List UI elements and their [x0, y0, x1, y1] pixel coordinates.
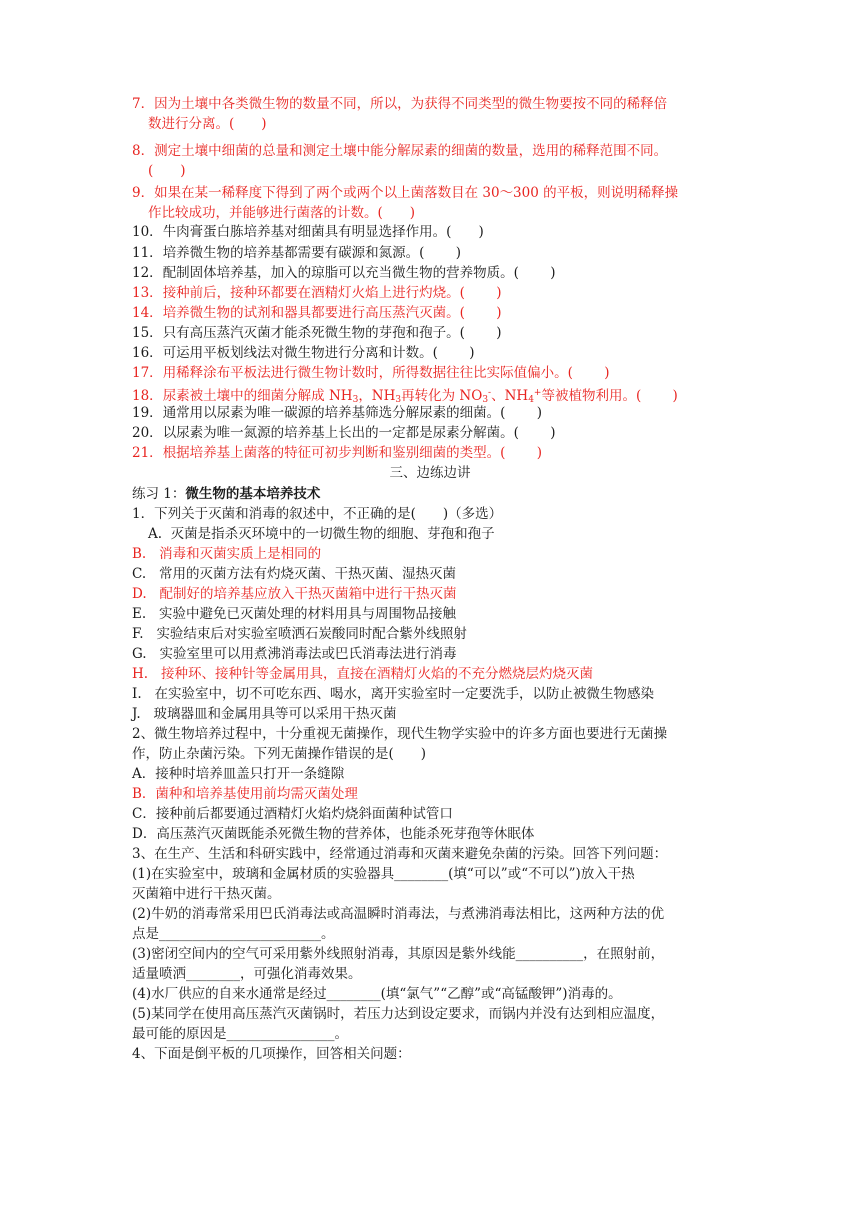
q1-option-f: F. 实验结束后对实验室喷洒石炭酸同时配合紫外线照射 — [132, 626, 467, 642]
q1-option-b: B. 消毒和灭菌实质上是相同的 — [132, 546, 322, 562]
q3-part3: (3)密闭空间内的空气可采用紫外线照射消毒，其原因是紫外线能__________，在照射前， — [132, 946, 665, 962]
q2-stem-line1: 2、微生物培养过程中，十分重视无菌操作，现代生物学实验中的许多方面也要进行无菌操 — [132, 726, 668, 742]
judgement-20: 20．以尿素为唯一氮源的培养基上长出的一定都是尿素分解菌。( ) — [132, 425, 556, 441]
q1-option-a: A. 灭菌是指杀灭环境中的一切微生物的细胞、芽孢和孢子 — [148, 526, 495, 542]
judgement-9-cont: 作比较成功，并能够进行菌落的计数。( ) — [148, 205, 416, 221]
q1-option-c: C. 常用的灭菌方法有灼烧灭菌、干热灭菌、湿热灭菌 — [132, 566, 457, 582]
q2-stem-line2: 作，防止杂菌污染。下列无菌操作错误的是( ) — [132, 746, 427, 762]
judgement-7: 7．因为土壤中各类微生物的数量不同，所以，为获得不同类型的微生物要按不同的稀释倍 — [132, 96, 668, 112]
q2-option-c: C．接种前后都要通过酒精灯火焰灼烧斜面菌种试管口 — [132, 806, 453, 822]
q4-stem: 4、下面是倒平板的几项操作，回答相关问题： — [132, 1046, 411, 1062]
judgement-9: 9．如果在某一稀释度下得到了两个或两个以上菌落数目在 30～300 的平板，则说明稀释操 — [132, 185, 679, 201]
q1-option-j: J. 玻璃器皿和金属用具等可以采用干热灭菌 — [132, 706, 397, 722]
q3-part1: (1)在实验室中，玻璃和金属材质的实验器具________(填“可以”或“不可以”)放入干热 — [132, 866, 635, 882]
q3-part2: (2)牛奶的消毒常采用巴氏消毒法或高温瞬时消毒法，与煮沸消毒法相比，这两种方法的优 — [132, 906, 665, 922]
judgement-19: 19．通常用以尿素为唯一碳源的培养基筛选分解尿素的细菌。( ) — [132, 405, 543, 421]
q3-part5: (5)某同学在使用高压蒸汽灭菌锅时，若压力达到设定要求，而锅内并没有达到相应温度， — [132, 1006, 665, 1022]
q1-option-g: G. 实验室里可以用煮沸消毒法或巴氏消毒法进行消毒 — [132, 646, 457, 662]
q2-option-a: A．接种时培养皿盖只打开一条缝隙 — [132, 766, 345, 782]
judgement-7-cont: 数进行分离。( ) — [148, 116, 267, 132]
judgement-14: 14．培养微生物的试剂和器具都要进行高压蒸汽灭菌。( ) — [132, 305, 502, 321]
q2-option-b: B．菌种和培养基使用前均需灭菌处理 — [132, 786, 358, 802]
q1-stem: 1．下列关于灭菌和消毒的叙述中，不正确的是( )（多选） — [132, 506, 503, 522]
judgement-15: 15．只有高压蒸汽灭菌才能杀死微生物的芽孢和孢子。( ) — [132, 325, 502, 341]
q3-stem: 3、在生产、生活和科研实践中，经常通过消毒和灭菌来避免杂菌的污染。回答下列问题： — [132, 846, 668, 862]
q1-option-d: D. 配制好的培养基应放入干热灭菌箱中进行干热灭菌 — [132, 586, 457, 602]
q3-part2-cont: 点是________________________。 — [132, 926, 335, 942]
practice-heading: 练习 1：微生物的基本培养技术 — [132, 486, 321, 502]
judgement-16: 16．可运用平板划线法对微生物进行分离和计数。( ) — [132, 345, 475, 361]
q3-part5-cont: 最可能的原因是________________。 — [132, 1026, 348, 1042]
q1-option-i: I. 在实验室中，切不可吃东西、喝水，离开实验室时一定要洗手，以防止被微生物感染 — [132, 686, 654, 702]
q2-option-d: D．高压蒸汽灭菌既能杀死微生物的营养体，也能杀死芽孢等休眠体 — [132, 826, 535, 842]
judgement-11: 11．培养微生物的培养基都需要有碳源和氮源。( ) — [132, 245, 462, 261]
q1-option-e: E. 实验中避免已灭菌处理的材料用具与周围物品接触 — [132, 606, 457, 622]
judgement-17: 17．用稀释涂布平板法进行微生物计数时，所得数据往往比实际值偏小。( ) — [132, 365, 610, 381]
q1-option-h: H. 接种环、接种针等金属用具，直接在酒精灯火焰的不充分燃烧层灼烧灭菌 — [132, 666, 593, 682]
judgement-10: 10．牛肉膏蛋白胨培养基对细菌具有明显选择作用。( ) — [132, 224, 484, 240]
judgement-18: 18．尿素被土壤中的细菌分解成 $NH_3$，$NH_3$再转化为 $NO_3^-$、$NH_4^+$等被植物利用。( ) — [132, 388, 678, 405]
section-title: 三、边练边讲 — [389, 465, 471, 481]
judgement-13: 13．接种前后，接种环都要在酒精灯火焰上进行灼烧。( ) — [132, 285, 502, 301]
judgement-12: 12．配制固体培养基，加入的琼脂可以充当微生物的营养物质。( ) — [132, 265, 556, 281]
q3-part4: (4)水厂供应的自来水通常是经过________(填“氯气”“乙醇”或“高锰酸钾”)消毒的。 — [132, 986, 622, 1002]
q3-part3-cont: 适量喷洒________，可强化消毒效果。 — [132, 966, 362, 982]
q3-part1-cont: 灭菌箱中进行干热灭菌。 — [132, 886, 281, 902]
judgement-21: 21．根据培养基上菌落的特征可初步判断和鉴别细菌的类型。( ) — [132, 445, 543, 461]
judgement-8-cont: ( ) — [148, 163, 186, 179]
judgement-8: 8．测定土壤中细菌的总量和测定土壤中能分解尿素的细菌的数量，选用的稀释范围不同。 — [132, 143, 668, 159]
